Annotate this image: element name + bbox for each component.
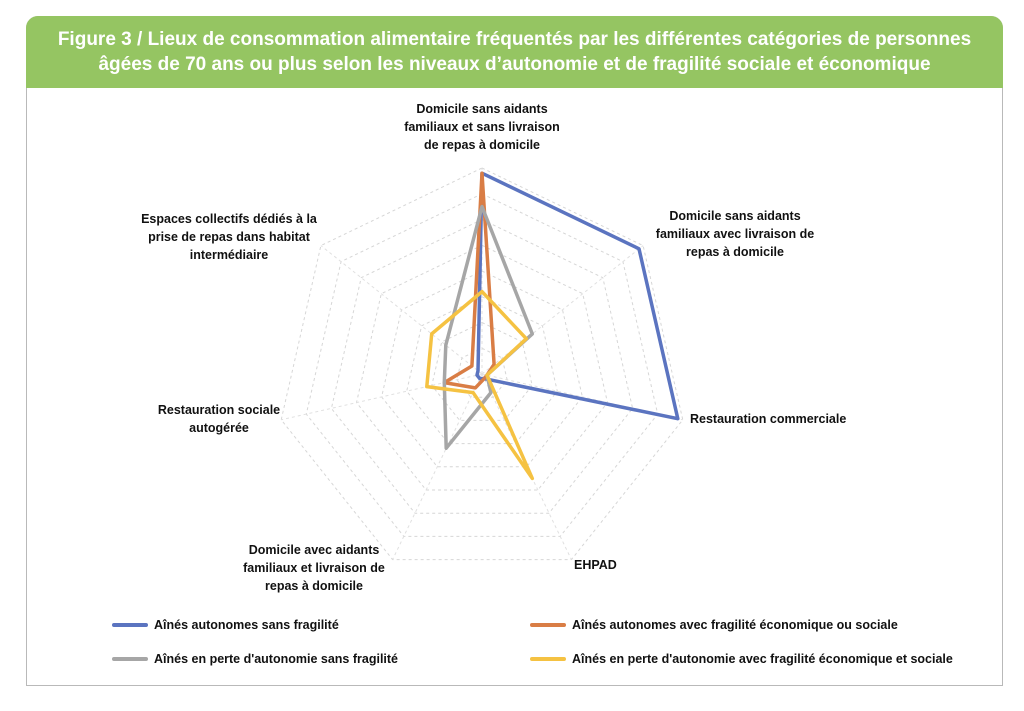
legend-swatch-3: [530, 657, 566, 661]
legend-item-3: [530, 652, 953, 666]
legend-swatch-0: [112, 623, 148, 627]
axis-label-5: [139, 401, 299, 437]
axis-label-0-line-1: Domicile sans aidants: [416, 102, 548, 116]
axis-label-6-line-3: intermédiaire: [189, 248, 269, 262]
axis-label-1: [640, 207, 830, 261]
legend-label-1: Aînés autonomes avec fragilité économique ou sociale: [572, 618, 898, 632]
legend-swatch-2: [112, 657, 148, 661]
figure-title-line-1: Figure 3 / Lieux de consommation alimentaire fréquentés par les différentes catégories de personnes: [57, 29, 972, 50]
axis-label-0: [392, 100, 572, 154]
axis-label-4: [219, 541, 409, 595]
axis-label-6: [134, 210, 324, 264]
axis-label-2-line-1: Restauration commerciale: [690, 412, 847, 426]
axis-label-1-line-1: Domicile sans aidants: [669, 209, 801, 223]
axis-label-0-line-3: de repas à domicile: [423, 138, 541, 152]
legend-item-1: [530, 618, 898, 632]
axis-label-1-line-2: familiaux avec livraison de: [655, 227, 815, 241]
legend-label-2: Aînés en perte d'autonomie sans fragilité: [154, 652, 399, 666]
axis-label-3: [574, 556, 617, 574]
axis-label-0-line-2: familiaux et sans livraison: [404, 120, 560, 134]
radar-spoke-5: [281, 374, 482, 420]
legend-item-0: [112, 618, 339, 632]
axis-label-2: [690, 410, 846, 428]
axis-label-1-line-3: repas à domicile: [686, 245, 784, 259]
axis-label-5-line-1: Restauration sociale: [157, 403, 281, 417]
axis-label-4-line-3: repas à domicile: [265, 579, 363, 593]
legend-swatch-1: [530, 623, 566, 627]
axis-label-5-line-2: autogérée: [189, 421, 249, 435]
legend-label-0: Aînés autonomes sans fragilité: [154, 618, 339, 632]
radar-series-1: [444, 173, 494, 388]
axis-label-4-line-1: Domicile avec aidants: [248, 543, 380, 557]
axis-label-4-line-2: familiaux et livraison de: [243, 561, 385, 575]
legend-item-2: [112, 652, 398, 666]
figure-title-line-2: âgées de 70 ans ou plus selon les niveaux d’autonomie et de fragilité sociale et économique: [98, 54, 931, 75]
axis-label-3-line-1: EHPAD: [574, 558, 617, 572]
axis-label-6-line-1: Espaces collectifs dédiés à la: [141, 212, 317, 226]
axis-label-6-line-2: prise de repas dans habitat: [148, 230, 310, 244]
legend-label-3: Aînés en perte d'autonomie avec fragilité économique et sociale: [572, 652, 953, 666]
